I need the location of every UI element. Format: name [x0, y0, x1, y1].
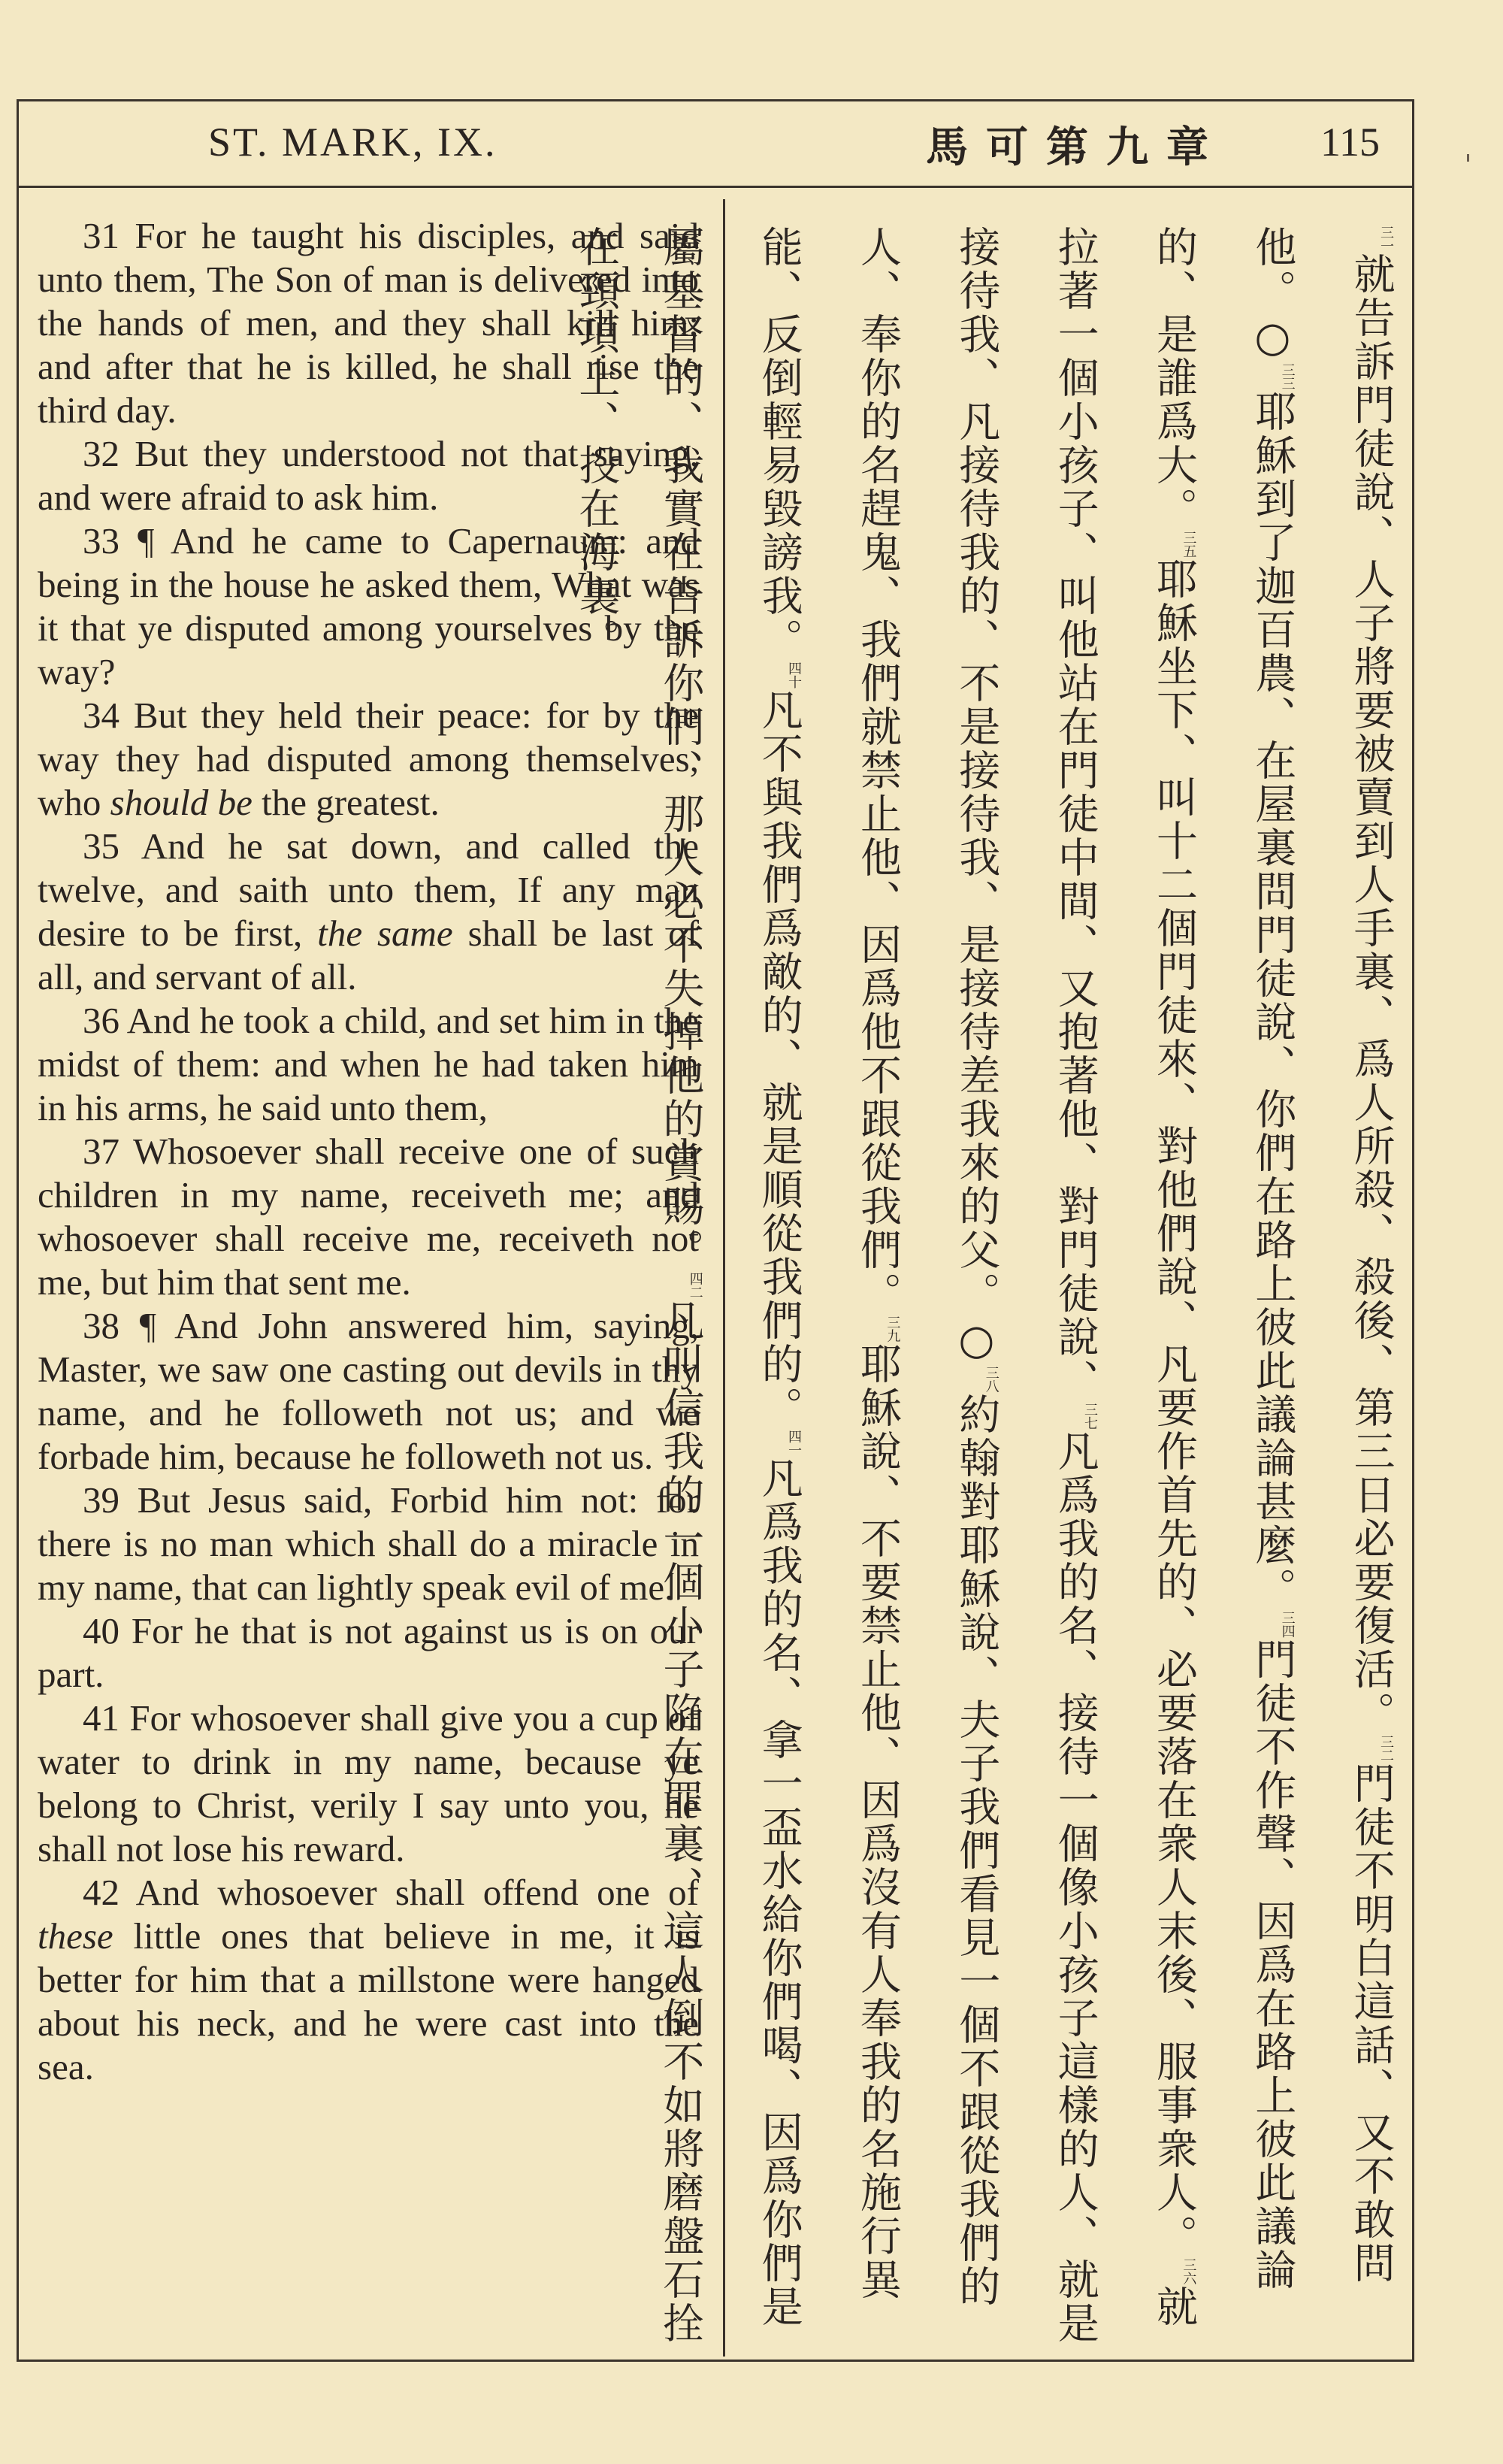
verse-34-end: the greatest.	[252, 782, 440, 823]
chinese-verse-32: 門徒不明白這話、又不敢問他。○	[1248, 226, 1396, 2285]
verse-40: 40 For he that is not against us is on our part.	[38, 1610, 699, 1695]
verse-number-41: 四一	[786, 1430, 803, 1457]
verse-33: 33 ¶ And he came to Capernaum: and being in the house he asked them, What was it that ye disputed among yourselves by the way?	[38, 520, 699, 692]
verse-number-36: 三六	[1181, 2258, 1197, 2285]
verse-32: 32 But they understood not that saying, and were afraid to ask him.	[38, 433, 699, 518]
verse-number-32: 三二	[1378, 1735, 1394, 1762]
running-header	[17, 99, 1414, 188]
verse-42-end: little ones that believe in me, it is better for him that a millstone were hanged about his neck, and he were cast into the sea.	[38, 1915, 699, 2087]
chinese-verse-42: 凡叫信我的一個小子陷在罪裏、這人倒不如將磨盤石拴在頸項上、投在海裏。	[572, 226, 705, 2345]
chinese-verse-38: 約翰對耶穌說、夫子我們看見一個不跟從我們的人、奉你的名趕鬼、我們就禁止他、因爲他不跟從我們。	[854, 226, 1001, 2308]
chinese-verse-34: 門徒不作聲、因爲在路上彼此議論的、是誰爲大。	[1150, 226, 1297, 2292]
verse-42-italic: these	[38, 1915, 113, 1957]
page-number: 115	[1320, 120, 1380, 165]
margin-mark	[1467, 154, 1469, 162]
verse-number-31: 三一	[1378, 226, 1394, 253]
verse-39: 39 But Jesus said, Forbid him not: for there is no man which shall do a miracle in my name, that can lightly speak evil of me.	[38, 1479, 699, 1608]
chinese-verse-41: 凡爲我的名、拿一盃水給你們喝、因爲你們是屬基督的、我實在告訴你們、那人必不失掉他的賞賜。	[656, 226, 803, 2329]
verse-38: 38 ¶ And John answered him, saying, Master, we saw one casting out devils in thy name, and he followeth not us; and we forbade him, because he followeth not us.	[38, 1305, 699, 1477]
verse-number-42: 四二	[687, 1272, 703, 1299]
verse-34-text: 34 But they held their peace: for by the way they had disputed among themselves, who	[38, 695, 699, 823]
verse-number-33: 三三	[1279, 363, 1296, 390]
chinese-verse-39: 耶穌說、不要禁止他、因爲沒有人奉我的名施行異能、反倒輕易毀謗我。	[755, 226, 903, 2302]
header-book-chapter: ST. MARK, IX.	[208, 120, 497, 165]
verse-34-italic: should be	[110, 782, 253, 823]
verse-number-40: 四十	[786, 661, 803, 689]
verse-number-34: 三四	[1279, 1611, 1296, 1638]
header-chinese-title: 馬可第九章	[926, 123, 1226, 172]
verse-number-35: 三五	[1181, 531, 1197, 558]
chinese-column	[554, 226, 1428, 2345]
verse-37: 37 Whosoever shall receive one of such children in my name, receiveth me; and whosoever shall receive me, receiveth not me, but him that sent me.	[38, 1131, 699, 1303]
verse-42-text: 42 And whosoever shall offend one of	[83, 1872, 699, 1913]
chinese-verse-33: 耶穌到了迦百農、在屋裏問門徒說、你們在路上彼此議論甚麼。	[1248, 390, 1297, 1611]
verse-36: 36 And he took a child, and set him in the midst of them: and when he had taken him in his arms, he said unto them,	[38, 1000, 699, 1128]
chinese-verse-31: 就告訴門徒說、人子將要被賣到人手裏、爲人所殺、殺後、第三日必要復活。	[1347, 253, 1396, 1735]
verse-number-38: 三八	[983, 1366, 999, 1393]
chinese-verse-36: 就拉著一個小孩子、叫他站在門徒中間、又抱著他、對門徒說、	[1051, 226, 1199, 2329]
verse-35-text: 35 And he sat down, and called the twelve, and saith unto them, If any man desire to be first,	[38, 825, 699, 954]
verse-number-37: 三七	[1082, 1403, 1099, 1430]
verse-35-end: shall be last of all, and servant of all.	[38, 913, 699, 997]
chinese-verses	[554, 226, 1428, 2345]
chinese-verse-35: 耶穌坐下、叫十二個門徒來、對他們說、凡要作首先的、必要落在衆人末後、服事衆人。	[1150, 558, 1199, 2258]
chinese-verse-37: 凡爲我的名、接待一個像小孩子這樣的人、就是接待我、凡接待我的、不是接待我、是接待差我來的父。○	[952, 226, 1099, 2345]
verse-number-39: 三九	[885, 1315, 901, 1342]
chinese-verse-40: 凡不與我們爲敵的、就是順從我們的。	[755, 689, 803, 1430]
verse-41: 41 For whosoever shall give you a cup of water to drink in my name, because ye belong to Christ, verily I say unto you, he shall not lose his reward.	[38, 1697, 699, 1869]
verse-31: 31 For he taught his disciples, and said unto them, The Son of man is delivered into the hands of men, and they shall kill him; and after that he is killed, he shall rise the third day.	[38, 215, 699, 431]
verse-35-italic: the same	[317, 913, 453, 954]
